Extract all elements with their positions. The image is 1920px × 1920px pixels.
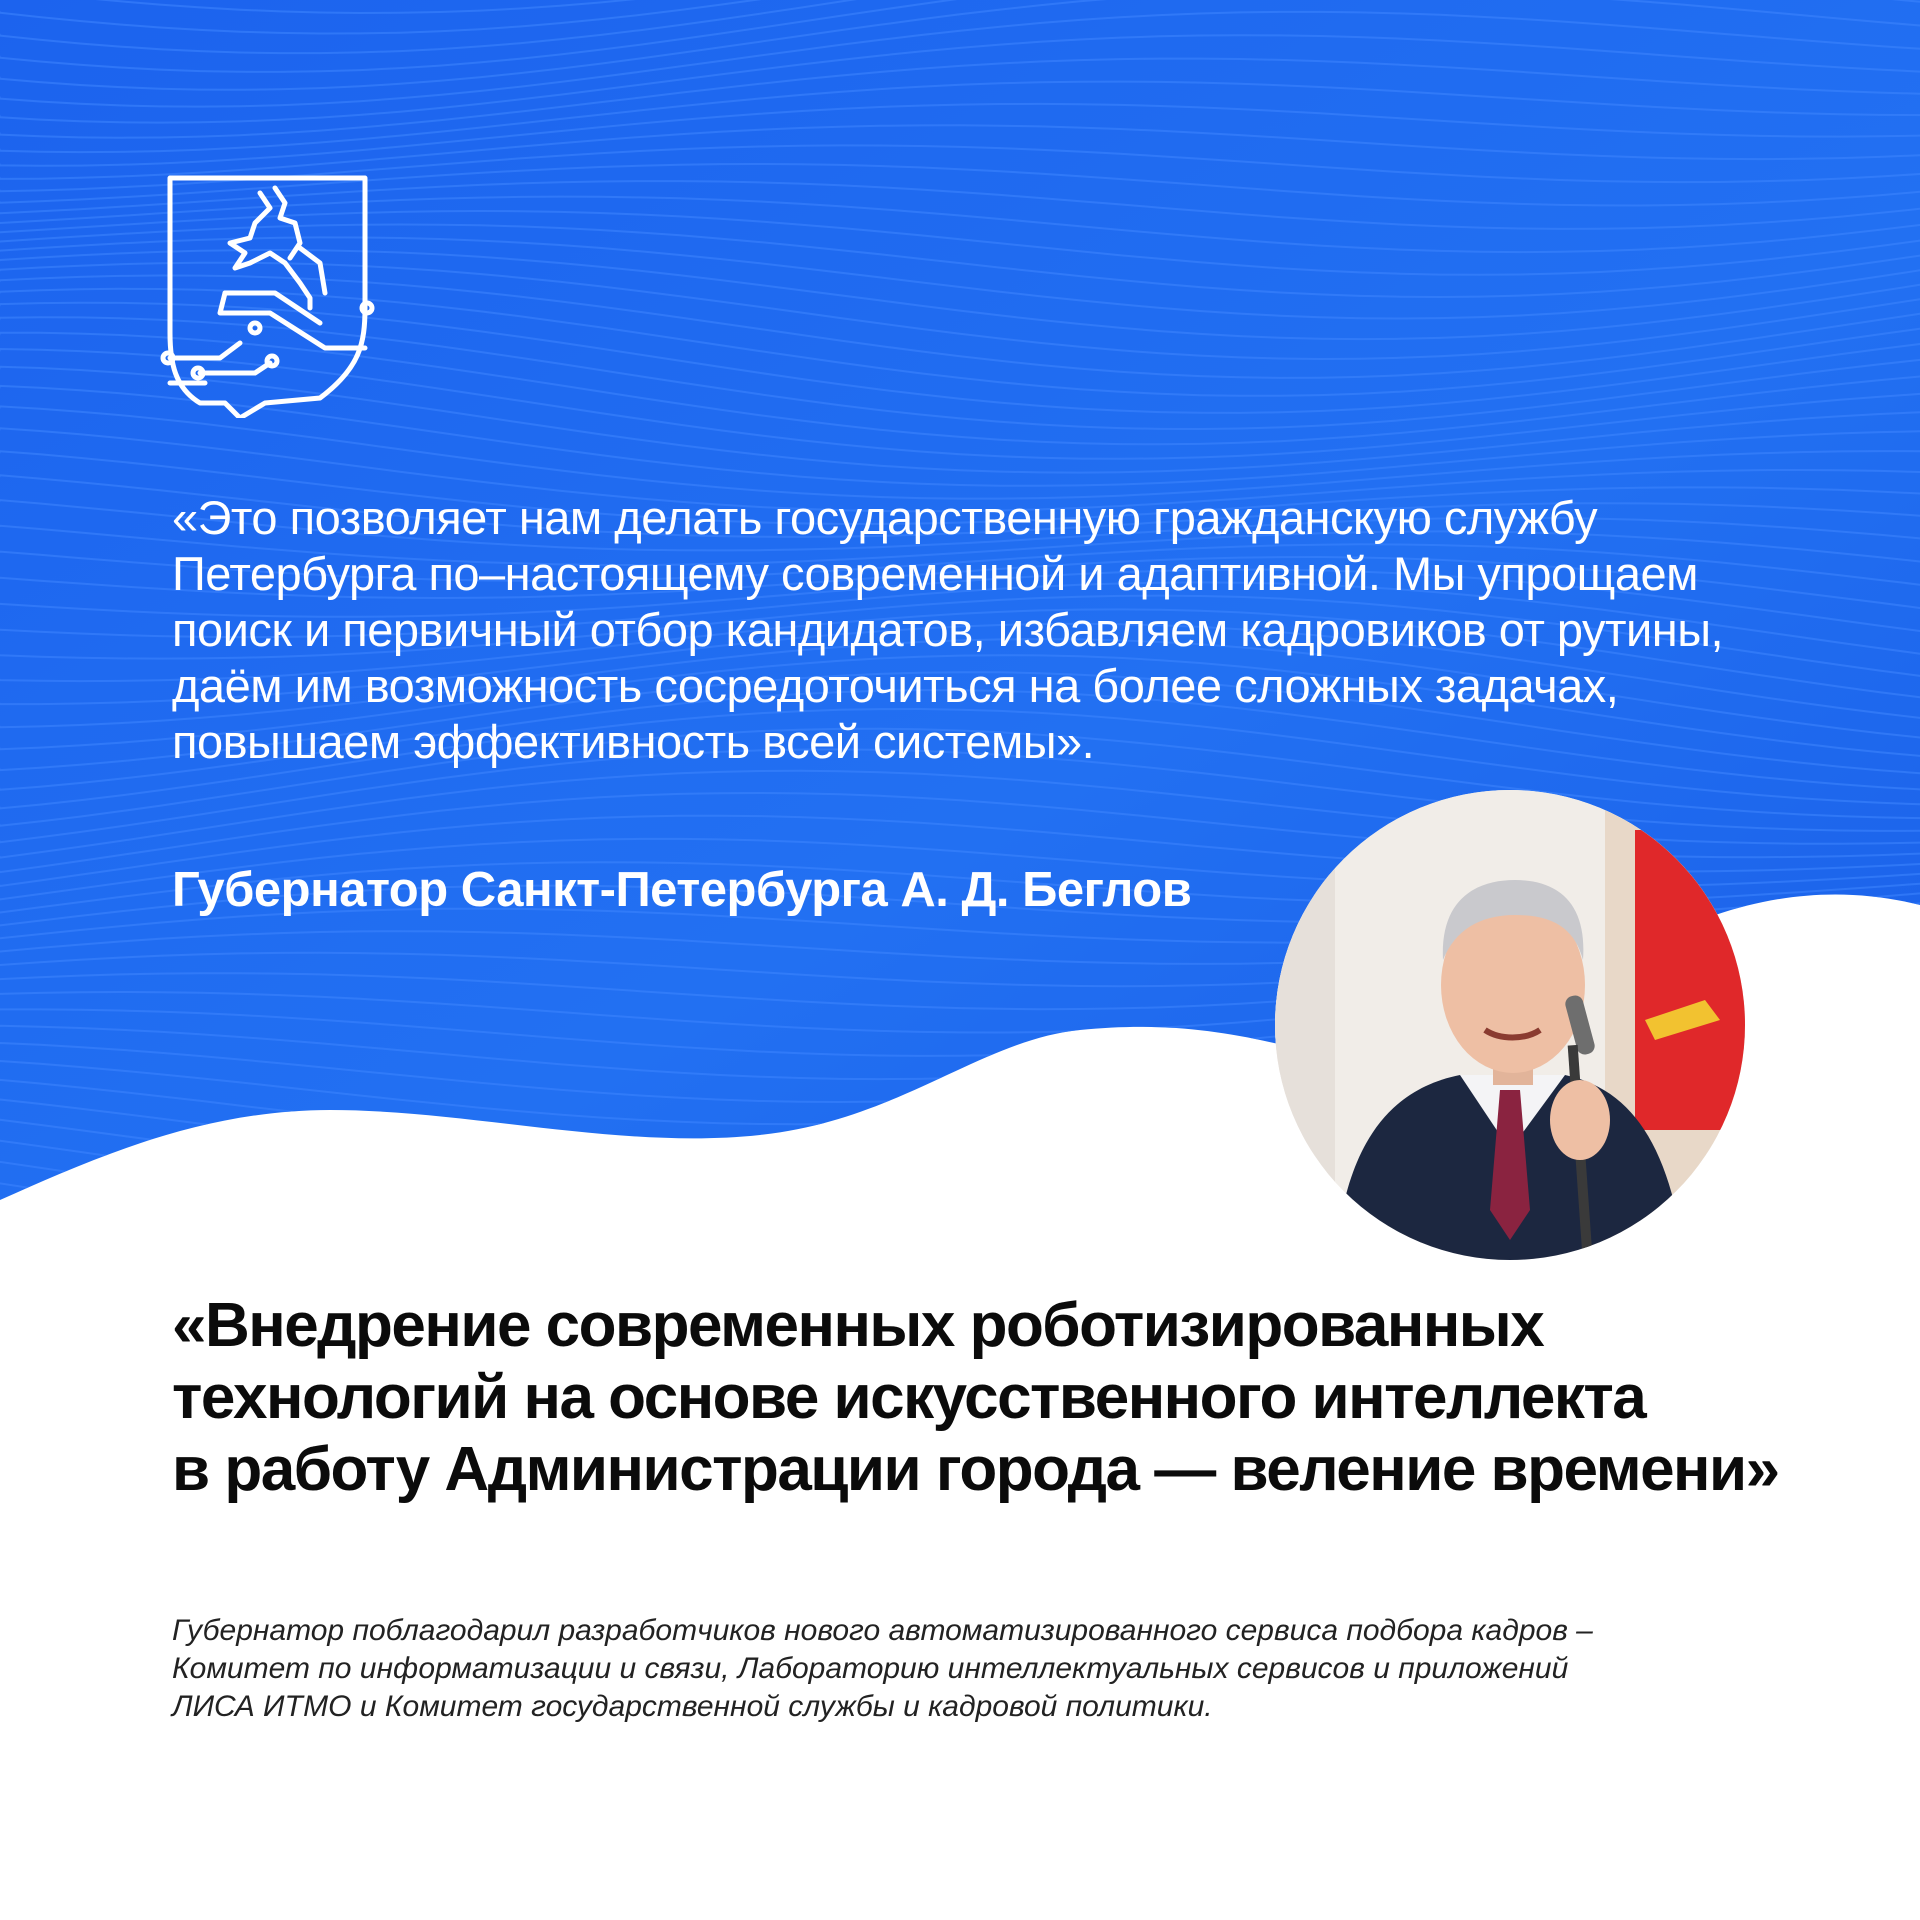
saint-petersburg-horseman-emblem-icon <box>160 168 380 418</box>
quote-line: Петербурга по–настоящему современной и адаптивной. Мы упрощаем <box>172 547 1698 600</box>
caption-line: Комитет по информатизации и связи, Лабораторию интеллектуальных сервисов и приложений <box>172 1652 1569 1685</box>
caption <box>172 1612 1792 1726</box>
caption-line: Губернатор поблагодарил разработчиков нового автоматизированного сервиса подбора кадров – <box>172 1614 1593 1647</box>
quote-line: «Это позволяет нам делать государственную гражданскую службу <box>172 491 1598 544</box>
quote-line: поиск и первичный отбор кандидатов, избавляем кадровиков от рутины, <box>172 603 1724 656</box>
headline-line: технологий на основе искусственного интеллекта <box>172 1363 1646 1432</box>
headline-line: в работу Администрации города — веление времени» <box>172 1435 1779 1504</box>
headline <box>172 1290 1822 1506</box>
governor-quote <box>172 490 1772 770</box>
quote-line: даём им возможность сосредоточиться на более сложных задачах, <box>172 659 1619 712</box>
headline-line: «Внедрение современных роботизированных <box>172 1291 1544 1360</box>
city-emblem-logo <box>160 168 380 418</box>
caption-line: ЛИСА ИТМО и Комитет государственной службы и кадровой политики. <box>172 1690 1213 1723</box>
governor-portrait-icon <box>1275 790 1745 1260</box>
quote-author: Губернатор Санкт-Петербурга А. Д. Беглов <box>172 863 1192 917</box>
governor-photo <box>1275 790 1745 1260</box>
quote-line: повышаем эффективность всей системы». <box>172 715 1095 768</box>
